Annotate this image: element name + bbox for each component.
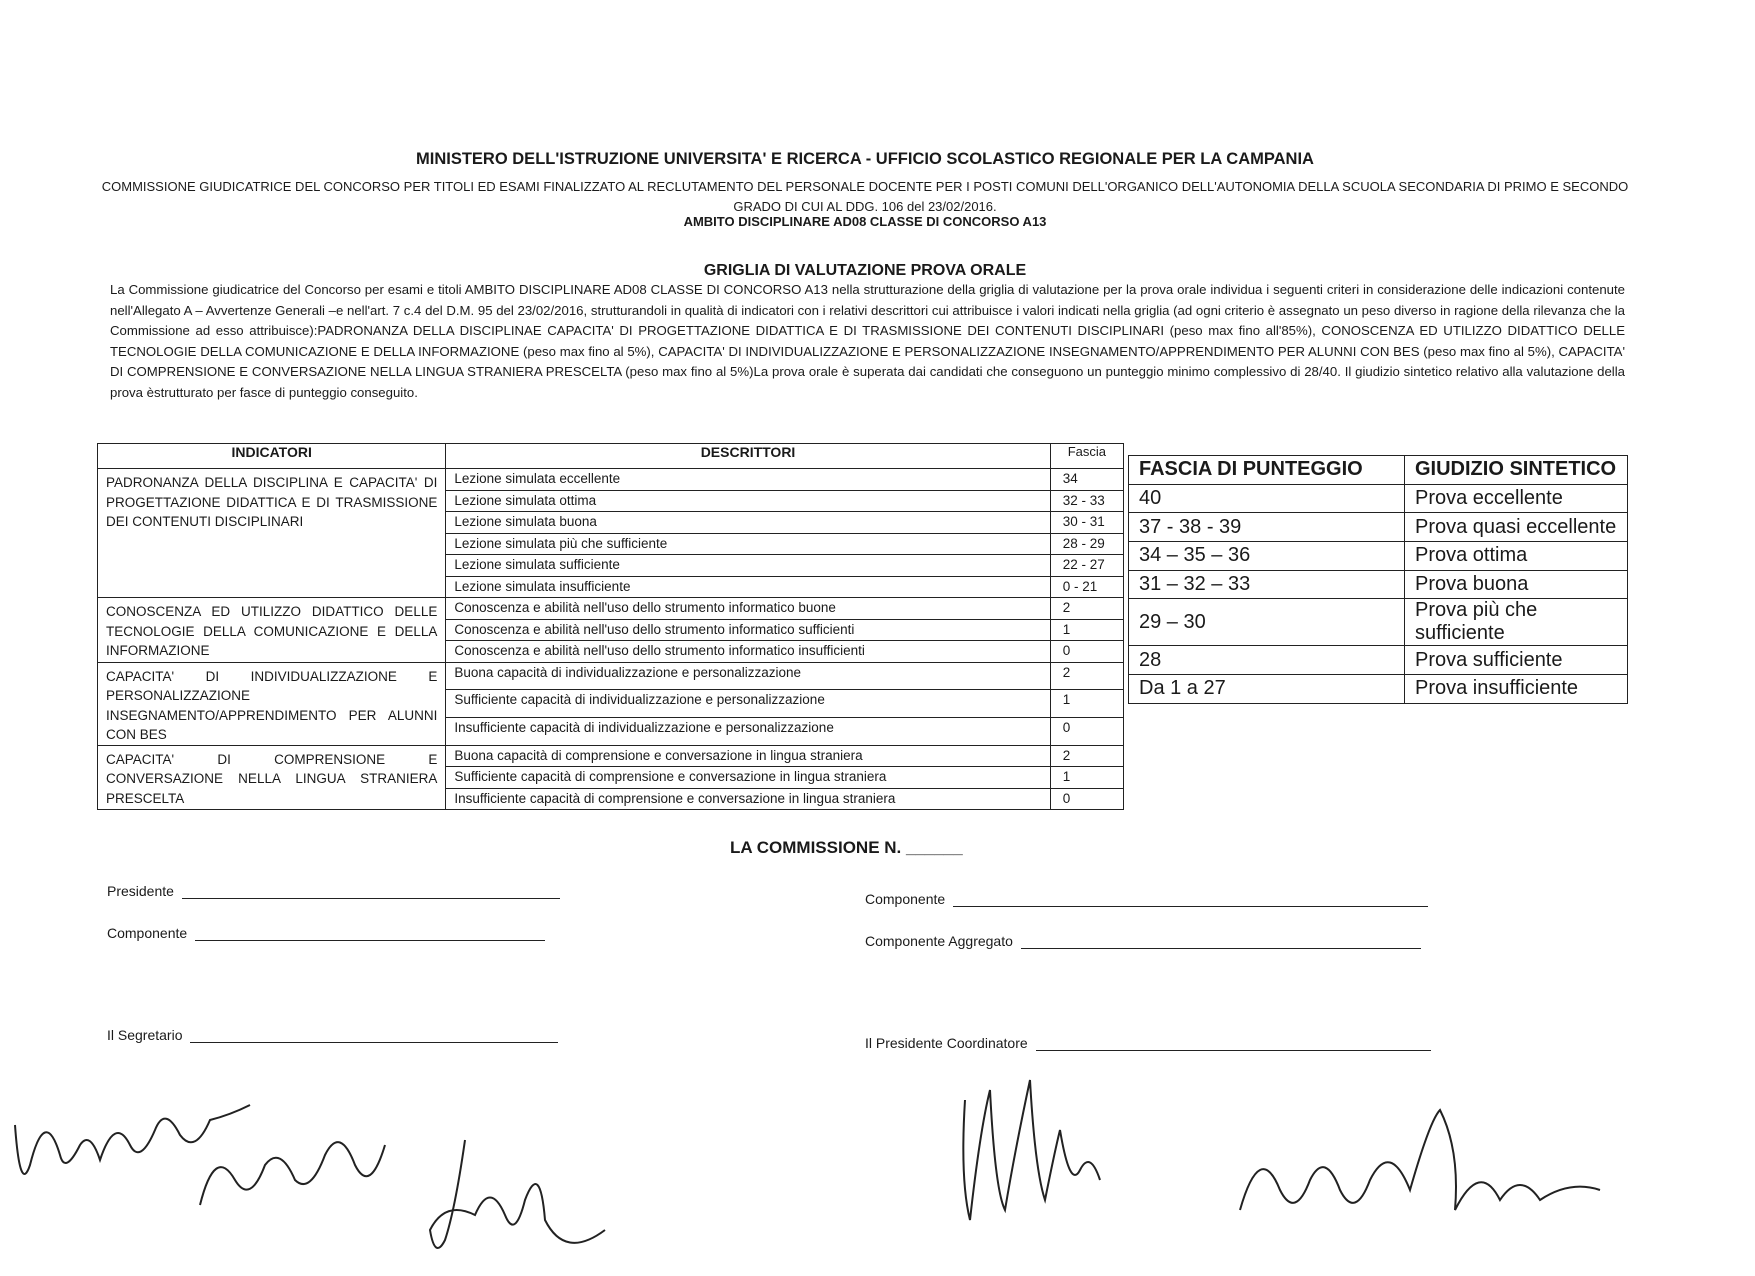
range-cell: 40 <box>1129 484 1405 513</box>
descriptor-cell: Conoscenza e abilità nell'uso dello strumento informatico buone <box>446 598 1050 620</box>
range-cell: Da 1 a 27 <box>1129 675 1405 704</box>
judgement-row <box>1129 484 1628 513</box>
componente-left-label: Componente <box>107 925 188 941</box>
descriptor-cell: Sufficiente capacità di individualizzazione e personalizzazione <box>446 690 1050 718</box>
ambito-heading: AMBITO DISCIPLINARE AD08 CLASSE DI CONCORSO A13 <box>683 214 1047 229</box>
judgement-cell: Prova eccellente <box>1405 484 1628 513</box>
judgement-cell: Prova sufficiente <box>1405 646 1628 675</box>
descriptor-cell: Lezione simulata insufficiente <box>446 576 1050 598</box>
signature-scribble-4 <box>1230 1100 1610 1230</box>
descriptor-cell: Insufficiente capacità di individualizzazione e personalizzazione <box>446 717 1050 745</box>
fascia-cell: 1 <box>1050 767 1123 789</box>
fascia-cell: 1 <box>1050 690 1123 718</box>
componente-left-signature-line[interactable] <box>195 924 545 941</box>
grid-header-row <box>98 444 1124 469</box>
judgement-body <box>1129 484 1628 703</box>
fascia-cell: 22 - 27 <box>1050 555 1123 577</box>
fascia-cell: 0 <box>1050 788 1123 810</box>
header-descrittori: DESCRITTORI <box>446 444 1050 469</box>
fascia-cell: 2 <box>1050 598 1123 620</box>
indicator-cell: CAPACITA' DI COMPRENSIONE E CONVERSAZIONE NELLA LINGUA STRANIERA PRESCELTA <box>98 745 446 810</box>
fascia-cell: 32 - 33 <box>1050 490 1123 512</box>
range-cell: 37 - 38 - 39 <box>1129 513 1405 542</box>
evaluation-grid <box>97 443 1124 810</box>
presidente-coordinatore-label: Il Presidente Coordinatore <box>865 1035 1028 1051</box>
intro-paragraph: La Commissione giudicatrice del Concorso per esami e titoli AMBITO DISCIPLINARE AD08 CLASSE DI CONCORSO A13 nella strutturazione della griglia di valutazione per la prova orale individua i seguenti criteri in considerazione delle indicazioni contenute nell'Allegato A – Avvertenze Generali –e nell'art. 7 c.4 del D.M. 95 del 23/02/2016, strutturandoli in qualità di indicatori con i relativi descrittori cui attribuisce i valori indicati nella griglia (ad ogni criterio è assegnato un peso diverso in ragione della rilevanza che la Commissione ad esso attribuisce):PADRONANZA DELLA DISCIPLINAE CAPACITA' DI PROGETTAZIONE DIDATTICA E DI TRASMISSIONE DEI CONTENUTI DISCIPLINARI (peso max fino all'85%), CONOSCENZA ED UTILIZZO DIDATTICO DELLE TECNOLOGIE DELLA COMUNICAZIONE E DELLA INFORMAZIONE (peso max fino al 5%), CAPACITA' DI INDIVIDUALIZZAZIONE E PERSONALIZZAZIONE INSEGNAMENTO/APPRENDIMENTO PER ALUNNI CON BES (peso max fino al 5%), CAPACITA' DI COMPRENSIONE E CONVERSAZIONE NELLA LINGUA STRANIERA PRESCELTA (peso max fino al 5%)La prova orale è superata dai candidati che conseguono un punteggio minimo complessivo di 28/40. Il giudizio sintetico relativo alla valutazione della prova èstrutturato per fasce di punteggio conseguito. <box>110 282 1625 400</box>
componente-right-label: Componente <box>865 891 946 907</box>
fascia-cell: 0 <box>1050 641 1123 663</box>
indicator-cell: PADRONANZA DELLA DISCIPLINA E CAPACITA' DI PROGETTAZIONE DIDATTICA E DI TRASMISSIONE DEI CONTENUTI DISCIPLINARI <box>98 469 446 598</box>
componente-right-signature-line[interactable] <box>953 890 1428 907</box>
grid-row <box>98 598 1124 620</box>
indicator-cell: CAPACITA' DI INDIVIDUALIZZAZIONE E PERSONALIZZAZIONE INSEGNAMENTO/APPRENDIMENTO PER ALUNNI CON BES <box>98 662 446 745</box>
descriptor-cell: Lezione simulata ottima <box>446 490 1050 512</box>
descriptor-cell: Lezione simulata eccellente <box>446 469 1050 491</box>
descriptor-cell: Sufficiente capacità di comprensione e conversazione in lingua straniera <box>446 767 1050 789</box>
descriptor-cell: Insufficiente capacità di comprensione e conversazione in lingua straniera <box>446 788 1050 810</box>
judgement-row <box>1129 599 1628 646</box>
range-cell: 29 – 30 <box>1129 599 1405 646</box>
commission-subheading: COMMISSIONE GIUDICATRICE DEL CONCORSO PER TITOLI ED ESAMI FINALIZZATO AL RECLUTAMENTO DEL PERSONALE DOCENTE PER I POSTI COMUNI DELL'ORGANICO DELL'AUTONOMIA DELLA SCUOLA SECONDARIA DI PRIMO E SECONDO GRADO DI CUI AL DDG. 106 del 23/02/2016. <box>101 179 1629 214</box>
presidente-signature-line[interactable] <box>182 882 560 899</box>
grid-row <box>98 662 1124 690</box>
signature-scribble-1 <box>5 1085 405 1225</box>
judgement-cell: Prova ottima <box>1405 542 1628 571</box>
signature-scribble-2 <box>425 1120 615 1260</box>
judgement-row <box>1129 513 1628 542</box>
ministry-heading: MINISTERO DELL'ISTRUZIONE UNIVERSITA' E RICERCA - UFFICIO SCOLASTICO REGIONALE PER LA CAMPANIA <box>416 150 1314 168</box>
presidente-coordinatore-signature-line[interactable] <box>1036 1034 1431 1051</box>
header-giudizio-sintetico: GIUDIZIO SINTETICO <box>1405 456 1628 485</box>
judgement-row <box>1129 570 1628 599</box>
header-fascia: Fascia <box>1050 444 1123 469</box>
commission-title: LA COMMISSIONE N. ______ <box>730 838 963 857</box>
presidente-coordinatore-field <box>865 1034 1431 1051</box>
fascia-cell: 28 - 29 <box>1050 533 1123 555</box>
descriptor-cell: Conoscenza e abilità nell'uso dello strumento informatico sufficienti <box>446 619 1050 641</box>
componente-right-field <box>865 890 1428 907</box>
componente-aggregato-label: Componente Aggregato <box>865 933 1013 949</box>
judgement-row <box>1129 542 1628 571</box>
fascia-cell: 2 <box>1050 745 1123 767</box>
grid-row <box>98 469 1124 491</box>
judgement-cell: Prova buona <box>1405 570 1628 599</box>
componente-aggregato-signature-line[interactable] <box>1021 932 1421 949</box>
grid-title: GRIGLIA DI VALUTAZIONE PROVA ORALE <box>703 262 1027 279</box>
judgement-table <box>1128 455 1628 704</box>
descriptor-cell: Lezione simulata buona <box>446 512 1050 534</box>
indicator-cell: CONOSCENZA ED UTILIZZO DIDATTICO DELLE TECNOLOGIE DELLA COMUNICAZIONE E DELLA INFORMAZIONE <box>98 598 446 663</box>
grid-body <box>98 469 1124 810</box>
descriptor-cell: Lezione simulata sufficiente <box>446 555 1050 577</box>
header-indicatori: INDICATORI <box>98 444 446 469</box>
fascia-cell: 0 <box>1050 717 1123 745</box>
presidente-field <box>107 882 560 899</box>
segretario-field <box>107 1026 558 1043</box>
segretario-label: Il Segretario <box>107 1027 183 1043</box>
presidente-label: Presidente <box>107 883 174 899</box>
fascia-cell: 30 - 31 <box>1050 512 1123 534</box>
range-cell: 31 – 32 – 33 <box>1129 570 1405 599</box>
judgement-header-row <box>1129 456 1628 485</box>
judgement-cell: Prova insufficiente <box>1405 675 1628 704</box>
descriptor-cell: Buona capacità di individualizzazione e personalizzazione <box>446 662 1050 690</box>
descriptor-cell: Conoscenza e abilità nell'uso dello strumento informatico insufficienti <box>446 641 1050 663</box>
descriptor-cell: Buona capacità di comprensione e conversazione in lingua straniera <box>446 745 1050 767</box>
segretario-signature-line[interactable] <box>190 1026 558 1043</box>
judgement-cell: Prova più che sufficiente <box>1405 599 1628 646</box>
judgement-cell: Prova quasi eccellente <box>1405 513 1628 542</box>
judgement-row <box>1129 646 1628 675</box>
fascia-cell: 0 - 21 <box>1050 576 1123 598</box>
componente-aggregato-field <box>865 932 1421 949</box>
header-fascia-punteggio: FASCIA DI PUNTEGGIO <box>1129 456 1405 485</box>
signature-scribble-3 <box>945 1070 1105 1230</box>
componente-left-field <box>107 924 545 941</box>
fascia-cell: 34 <box>1050 469 1123 491</box>
range-cell: 34 – 35 – 36 <box>1129 542 1405 571</box>
fascia-cell: 1 <box>1050 619 1123 641</box>
grid-row <box>98 745 1124 767</box>
range-cell: 28 <box>1129 646 1405 675</box>
descriptor-cell: Lezione simulata più che sufficiente <box>446 533 1050 555</box>
fascia-cell: 2 <box>1050 662 1123 690</box>
judgement-row <box>1129 675 1628 704</box>
